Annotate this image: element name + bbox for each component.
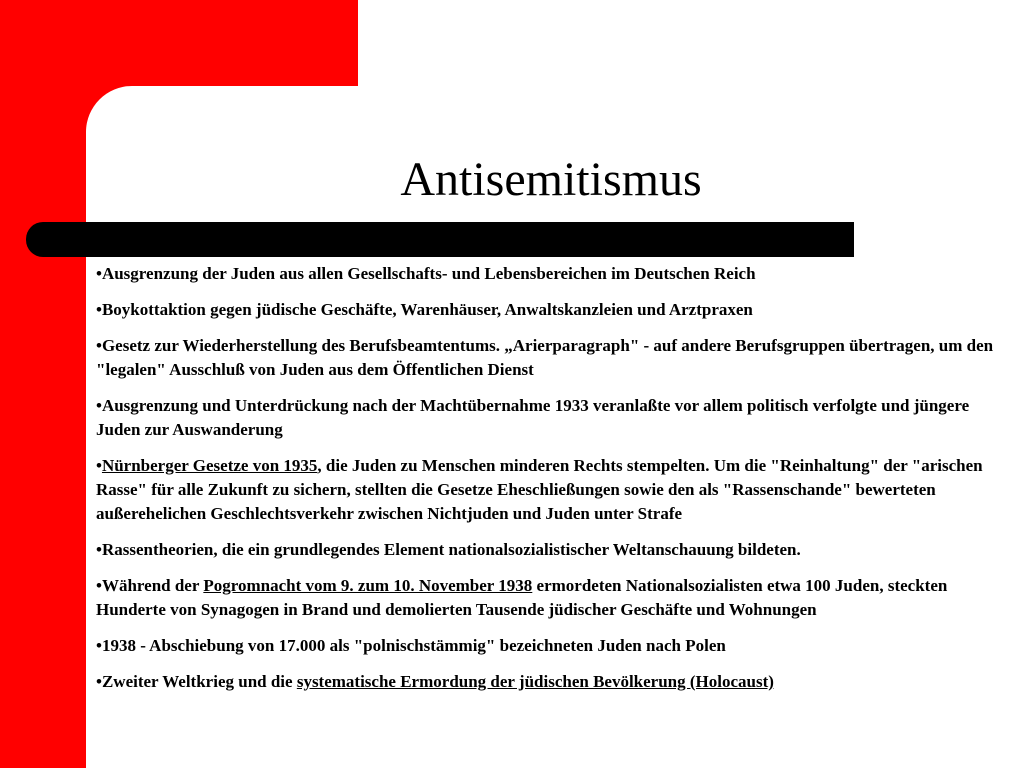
bullet-text: •Ausgrenzung der Juden aus allen Gesellschafts- und Lebensbereichen im Deutschen Reich [96,264,756,283]
bullet-item [96,454,1016,526]
bullet-text: •Boykottaktion gegen jüdische Geschäfte, Warenhäuser, Anwaltskanzleien und Arztpraxen [96,300,753,319]
bullet-prefix: •Während der [96,576,204,595]
nuernberger-gesetze-link[interactable]: Nürnberger Gesetze von 1935 [101,456,318,475]
bullet-text: •Gesetz zur Wiederherstellung des Berufsbeamtentums. „Arierparagraph" - auf andere Berufsgruppen übertragen, um den "legalen" Ausschluß von Juden aus dem Öffentlichen Dienst [96,336,998,379]
bullet-text: •Ausgrenzung und Unterdrückung nach der Machtübernahme 1933 veranlaßte vor allem politisch verfolgte und jüngere Juden zur Auswanderung [96,396,974,439]
bullet-suffix: , die Juden zu Menschen minderen Rechts stempelten. Um die "Reinhaltung" der "arischen Rasse" für alle Zukunft zu sichern, stellten die Gesetze Eheschließungen sowie den als "Rassenschande" bewerteten außerehelichen Geschlechtsverkehr zwischen Nichtjuden und Juden unter Strafe [96,456,987,523]
bullet-item [96,670,1016,694]
title-divider-bar [26,222,854,257]
bullet-item [96,394,1016,442]
pogromnacht-link[interactable]: Pogromnacht vom 9. zum 10. November 1938 [203,576,533,595]
bullet-item [96,634,1016,658]
bullet-list [96,262,1016,706]
bullet-item [96,334,1016,382]
bullet-prefix: •Zweiter Weltkrieg und die [96,672,297,691]
bullet-prefix: • [96,456,102,475]
holocaust-link[interactable]: systematische Ermordung der jüdischen Bevölkerung (Holocaust) [296,672,774,691]
bullet-suffix: ermordeten Nationalsozialisten etwa 100 Juden, steckten Hunderte von Synagogen in Brand und demolierten Tausende jüdischer Geschäfte und Wohnungen [96,576,952,619]
bullet-item [96,262,1016,286]
bullet-item [96,538,1016,562]
bullet-item [96,298,1016,322]
bullet-text: •Rassentheorien, die ein grundlegendes Element nationalsozialistischer Weltanschauung bildeten. [96,540,801,559]
bullet-item [96,574,1016,622]
slide-title: Antisemitismus [400,153,702,206]
bullet-text: •1938 - Abschiebung von 17.000 als "polnischstämmig" bezeichneten Juden nach Polen [96,636,726,655]
